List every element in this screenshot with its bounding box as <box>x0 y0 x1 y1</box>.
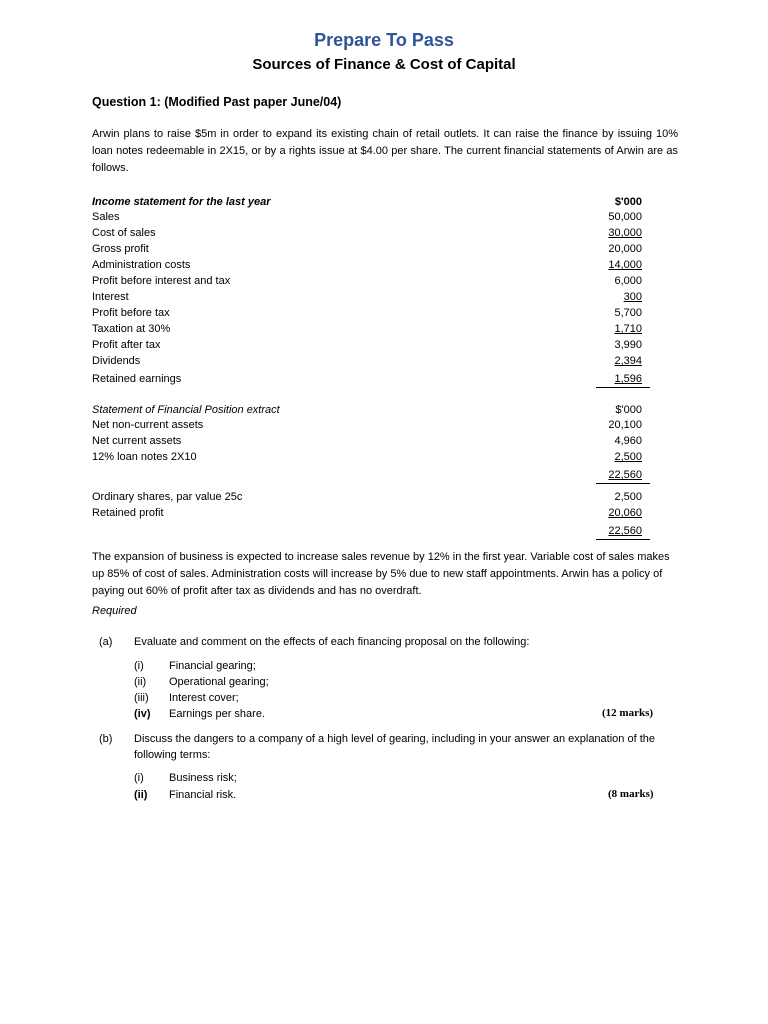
item-text: Earnings per share. <box>169 708 265 720</box>
row-value: 1,596 <box>614 373 642 385</box>
page-title: Prepare To Pass <box>314 30 454 50</box>
row-value: 6,000 <box>614 275 642 287</box>
row-value: 2,500 <box>614 491 642 503</box>
row-label: Cost of sales <box>92 227 156 239</box>
row-value: 14,000 <box>608 259 642 271</box>
row-value: 20,000 <box>608 243 642 255</box>
item-number: (i) <box>134 772 144 784</box>
total-rule <box>596 387 650 388</box>
table-row <box>92 371 646 387</box>
table-row <box>92 449 646 465</box>
row-label: Interest <box>92 291 129 303</box>
row-label: 12% loan notes 2X10 <box>92 451 197 463</box>
item-number: (i) <box>134 660 144 672</box>
row-label: Net current assets <box>92 435 182 447</box>
table-row <box>92 305 646 321</box>
row-value: 50,000 <box>608 211 642 223</box>
financial-position-unit: $'000 <box>615 404 642 416</box>
item-number: (ii) <box>134 676 147 688</box>
part-b-marks: (8 marks) <box>608 788 654 800</box>
item-text: Interest cover; <box>169 692 239 704</box>
row-value: 1,710 <box>614 323 642 335</box>
row-label: Sales <box>92 211 120 223</box>
income-statement-header <box>92 194 646 210</box>
table-row <box>92 289 646 305</box>
row-value: 2,394 <box>614 355 642 367</box>
part-a-letter: (a) <box>99 636 113 648</box>
row-label: Taxation at 30% <box>92 323 171 335</box>
part-a-marks: (12 marks) <box>602 707 654 719</box>
total-rule <box>596 539 650 540</box>
row-label: Gross profit <box>92 243 149 255</box>
subtotal-value: 22,560 <box>608 469 642 481</box>
table-row <box>92 225 646 241</box>
item-number: (ii) <box>134 789 148 801</box>
income-statement-unit: $'000 <box>614 196 642 208</box>
table-row <box>92 321 646 337</box>
table-row <box>92 489 646 505</box>
row-value: 30,000 <box>608 227 642 239</box>
row-label: Retained earnings <box>92 373 182 385</box>
total-row <box>92 523 646 539</box>
row-label: Profit before interest and tax <box>92 275 231 287</box>
row-value: 4,960 <box>614 435 642 447</box>
row-label: Dividends <box>92 355 141 367</box>
item-number: (iii) <box>134 692 149 704</box>
page-subtitle: Sources of Finance & Cost of Capital <box>252 56 516 73</box>
row-value: 20,100 <box>608 419 642 431</box>
item-text: Operational gearing; <box>169 676 269 688</box>
row-label: Administration costs <box>92 259 191 271</box>
row-label: Retained profit <box>92 507 164 519</box>
financial-position-header <box>92 402 646 418</box>
row-label: Ordinary shares, par value 25c <box>92 491 243 503</box>
question-intro: Arwin plans to raise $5m in order to expand its existing chain of retail outlets. It can raise the finance by issuing 10% loan notes redeemable in 2X15, or by a rights issue at $4.00 per share. The current financial statements of Arwin are as follows. <box>92 128 678 174</box>
item-number: (iv) <box>134 708 151 720</box>
subtotal-rule <box>596 483 650 484</box>
required-label: Required <box>92 605 137 617</box>
table-row <box>92 337 646 353</box>
expansion-paragraph: The expansion of business is expected to increase sales revenue by 12% in the first year. Variable cost of sales makes up 85% of cost of sales. Administration costs will increase by 5% due to new staff appointments. Arwin has a policy of paying out 60% of profit after tax as dividends and has no overdraft. <box>92 551 670 597</box>
row-label: Profit before tax <box>92 307 170 319</box>
row-value: 3,990 <box>614 339 642 351</box>
total-value: 22,560 <box>608 525 642 537</box>
table-row <box>92 209 646 225</box>
part-a-text: Evaluate and comment on the effects of each financing proposal on the following: <box>134 636 530 648</box>
table-row <box>92 417 646 433</box>
row-value: 300 <box>623 291 642 303</box>
table-row <box>92 433 646 449</box>
part-b-letter: (b) <box>99 733 113 745</box>
item-text: Business risk; <box>169 772 237 784</box>
row-value: 2,500 <box>614 451 642 463</box>
table-row <box>92 505 646 521</box>
subtotal-row <box>92 467 646 483</box>
question-heading: Question 1: (Modified Past paper June/04) <box>92 95 342 109</box>
income-statement-heading: Income statement for the last year <box>92 196 271 208</box>
table-row <box>92 273 646 289</box>
financial-position-heading: Statement of Financial Position extract <box>92 404 280 416</box>
row-label: Net non-current assets <box>92 419 204 431</box>
table-row <box>92 257 646 273</box>
item-text: Financial gearing; <box>169 660 256 672</box>
row-label: Profit after tax <box>92 339 161 351</box>
row-value: 20,060 <box>608 507 642 519</box>
table-row <box>92 353 646 369</box>
table-row <box>92 241 646 257</box>
part-b-text: Discuss the dangers to a company of a high level of gearing, including in your answer an explanation of the following terms: <box>134 733 655 761</box>
row-value: 5,700 <box>614 307 642 319</box>
item-text: Financial risk. <box>169 789 237 801</box>
